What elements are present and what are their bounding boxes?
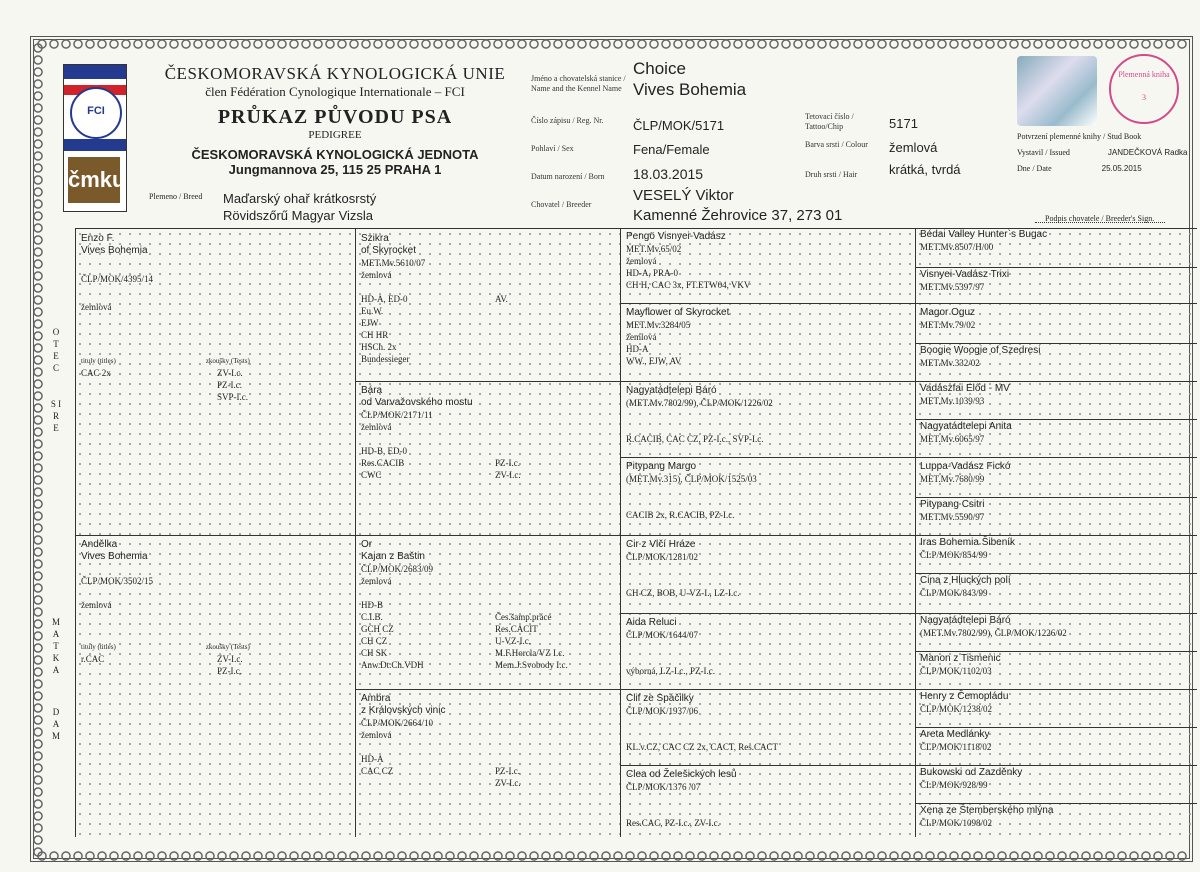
- reg-value: ČLP/MOK/5171: [633, 118, 725, 133]
- gen3-cell-4: Pitypang Margo (MET.Mv.315), ČLP/MOK/1525/03 CACIB 2x, R.CACIB, PZ-I.c.: [626, 461, 757, 520]
- otec-label: O T E C: [52, 327, 60, 373]
- gen4-cell-14: Areta Medlánky ČLP/MOK/1118/02: [920, 729, 992, 752]
- fci-emblem-icon: FCI: [70, 87, 122, 139]
- gen4-cell-7: Luppa-Vadász Fickó MET.Mv.7680/99: [920, 461, 1011, 484]
- header: [45, 52, 1190, 228]
- reg-label: Číslo zápisu / Reg. Nr.: [531, 116, 604, 125]
- gen4-cell-5: Vadászfai Előd - MV MET.Mv.1039/93: [920, 383, 1010, 406]
- gen4-cell-8: Pitypang Csitri MET.Mv.5590/97: [920, 499, 985, 522]
- gen3-cell-3: Nagyatádtelepi Báró (MET.Mv.7802/99), ČLP/MOK/1226/02 R.CACIB, CAC CZ, PZ-I.c., SVP-I.c.: [626, 385, 773, 444]
- hologram-seal-icon: [1017, 56, 1097, 126]
- gen4-cell-15: Bukowski od Zazděnky ČLP/MOK/928/99: [920, 767, 1023, 790]
- born-label: Datum narození / Born: [531, 172, 605, 181]
- tattoo-value: 5171: [889, 116, 918, 131]
- chain-border-top: [36, 38, 1189, 50]
- gen4-cell-3: Magor Oguz MET.Mv.79/02: [920, 307, 976, 330]
- sire-cell: Enzo F. Vives Bohemia ČLP/MOK/4395/14 žemlová tituly (titles) zkoušky (Tests) CAC 2x ZV-I.c. PZ-I.c. SVP-I.c.: [81, 233, 250, 402]
- hair-label: Druh srsti / Hair: [805, 170, 858, 179]
- matka-label: M A T K A: [51, 617, 60, 675]
- gen3-cell-2: Mayflower of Skyrocket MET.Mv.3284/05 žemlová HD-A WW., EJW, AV: [626, 307, 730, 366]
- colour-value: žemlová: [889, 140, 938, 155]
- fci-cmku-logo: [63, 64, 127, 212]
- gen2-cell-4: Ambra z Královských vinic ČLP/MOK/2664/10 žemlová HD-A CAC CZ PZ-I.c. ZV-I.c.: [361, 693, 521, 788]
- stud-book-block: Potvrzení plemenné knihy / Stud Book Vystavil / Issued JANDEČKOVÁ Radka Dne / Date 25.05.2015: [1017, 132, 1188, 173]
- organization-block: [145, 64, 525, 177]
- org-name: ČESKOMORAVSKÁ KYNOLOGICKÁ UNIE: [164, 64, 506, 83]
- colour-label: Barva srsti / Colour: [805, 140, 868, 149]
- born-value: 18.03.2015: [633, 166, 704, 182]
- gen3-cell-1: Pengö Visnyei-Vadász MET.Mv.65/02 žemlová HD-A, PRA-0 CH H, CAC 3x, FT.ETW04, VKV: [626, 231, 751, 290]
- tattoo-label: Tetovací číslo / Tattoo/Chip: [805, 112, 854, 131]
- chain-border-bottom: [36, 850, 1189, 862]
- gen2-cell-3: Or Kajan z Baštin ČLP/MOK/2683/09 žemlová HD-B C.I.B. GCH CZ CH CZ CH SK Anw.Dt.Ch.VDH Čes.šamp.práce Res.CACIT U-VZ-I.c. M.F.Horcla/VZ I.c. Mem.J.Svobody I.c.: [361, 539, 568, 670]
- sex-value: Fena/Female: [633, 142, 710, 157]
- breed-label: Plemeno / Breed: [149, 192, 203, 201]
- association-name: ČESKOMORAVSKÁ KYNOLOGICKÁ JEDNOTA: [191, 147, 479, 162]
- gen4-cell-16: Xena ze Štemberského mlýna ČLP/MOK/1098/02: [920, 805, 1054, 828]
- sire-label: S I R E: [50, 399, 62, 433]
- gen4-cell-11: Nagyatádtelepi Báró (MET.Mv.7802/99), ČLP/MOK/1226/02: [920, 615, 1067, 638]
- signature-label: Podpis chovatele / Breeder's Sign.: [1045, 214, 1155, 223]
- sex-label: Pohlaví / Sex: [531, 144, 574, 153]
- breeder-label: Chovatel / Breeder: [531, 200, 592, 209]
- pedigree-grid: [75, 228, 1197, 837]
- org-membership: člen Fédération Cynologique Internationale – FCI: [205, 84, 465, 99]
- breed-value: Maďarský ohař krátkosrstý Rövidszőrű Magyar Vizsla: [223, 191, 377, 223]
- gen4-cell-13: Henry z Čemopládu ČLP/MOK/1238/02: [920, 691, 1009, 714]
- gen2-cell-1: Szikra of Skyrocket MET.Mv.5610/07 žemlová HD-A, ED-0 Eu.W. EJW CH HR HSCh. 2x Bundessieger AV.: [361, 233, 508, 364]
- dam-cell: Andělka Vives Bohemia ČLP/MOK/3502/15 žemlová tituly (titles) zkoušky (Tests) r.CAC ZV-I.c. PZ-I.c.: [81, 539, 250, 676]
- gen3-cell-8: Clea od Želešických lesů ČLP/MOK/1376 /07 Res.CAC, PZ-I.c., ZV-I.c.: [626, 769, 737, 828]
- gen3-cell-5: Cir z Vlčí Hráze ČLP/MOK/1281/02 CH CZ, BOB, U-VZ-I., LZ-I.c.: [626, 539, 740, 598]
- document-title: PRŮKAZ PŮVODU PSA: [217, 106, 453, 128]
- document-subtitle: PEDIGREE: [308, 129, 362, 141]
- name-label: Jméno a chovatelská stanice / Name and the Kennel Name: [531, 74, 626, 93]
- gen2-cell-2: Bára od Varvažovského mostu ČLP/MOK/2171/11 žemlová HD-B, ED-0 Res.CACIB CWC PZ-I.c. ZV-I.c.: [361, 385, 521, 480]
- dog-name: Choice Vives Bohemia: [633, 59, 747, 99]
- breeder-value: VESELÝ Viktor Kamenné Žehrovice 37, 273 01: [633, 187, 843, 224]
- stud-book-stamp-icon: Plemenná kniha 3: [1109, 54, 1179, 124]
- gen4-cell-10: Cina z Hluckých polí ČLP/MOK/843/99: [920, 575, 1011, 598]
- gen3-cell-6: Aida Reluci ČLP/MOK/1644/07 výborná, LZ-I.c., PZ-I.c.: [626, 617, 715, 676]
- chain-border-left: [32, 42, 44, 858]
- gen3-cell-7: Clif ze Spáčilky ČLP/MOK/1937/06 KL.v.CZ, CAC CZ 2x, CACT, Res.CACT: [626, 693, 779, 752]
- gen4-cell-6: Nagyatádtelepi Anita MET.Mv.6065/97: [920, 421, 1012, 444]
- gen4-cell-2: Visnyei-Vadász Trixi MET.Mv.5397/97: [920, 269, 1010, 292]
- gen4-cell-4: Boogie Woogie of Szedresi MET.Mv.332/02: [920, 345, 1041, 368]
- gen4-cell-1: Bédai Valley Hunter`s Bugac MET.Mv.8507/H/00: [920, 229, 1048, 252]
- cmku-emblem-icon: čmku: [68, 157, 120, 203]
- hair-value: krátká, tvrdá: [889, 162, 961, 177]
- gen4-cell-9: Iras Bohemia Šibeník ČLP/MOK/854/99: [920, 537, 1016, 560]
- pedigree-document: [30, 36, 1195, 864]
- dam-label: D A M: [51, 707, 60, 741]
- association-address: Jungmannova 25, 115 25 PRAHA 1: [228, 162, 442, 177]
- gen4-cell-12: Manon z Tismenic ČLP/MOK/1102/03: [920, 653, 1001, 676]
